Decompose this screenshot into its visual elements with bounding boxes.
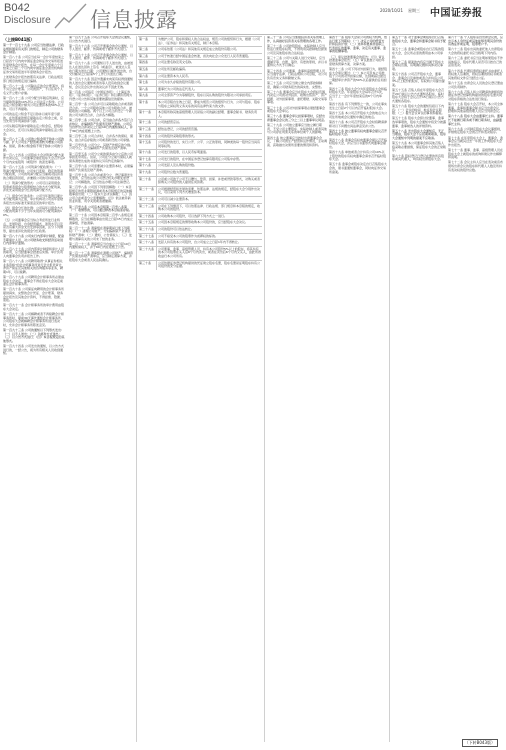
article-paragraph: 第一百九十九条 因意外遗漏未向某有权得到通知的人送出会议通知或者该等人没有收到会议通知，会议及会议作出的决议并不因此无效。 (69, 77, 133, 89)
article-paragraph: 第四十一条 股东大会是公司的权力机构，依法行使下列职权：（一）决定公司的经营方针和投资计划；（二）选举和更换非由职工代表担任的董事、监事，决定有关董事、监事的报酬事项。 (329, 36, 387, 54)
page-code: B042 (4, 2, 30, 14)
article-number-cell: 第十七条 (138, 156, 157, 163)
article-paragraph: 第六十一条 个人股东亲自出席会议的，应出示本人身份证或其他能够表明其身份的有效证件或证明、股票账户卡。 (448, 36, 503, 47)
article-paragraph: 公司的法定公积金不足以弥补以前年度亏损的，在依照前款规定提取法定公积金之前，应当先用当年利润弥补亏损。 (3, 112, 64, 124)
article-text-cell: 公司住所及邮政编码。 (157, 66, 263, 73)
article-paragraph: 第一百九十七条 公司召开监事会的会议通知，以专人送出、邮件、传真或电子邮件方式进行。 (69, 52, 133, 61)
article-paragraph: 第一百九十六条 公司召开董事会的会议通知，以专人送出、邮件、传真或电子邮件方式进行。 (69, 43, 133, 52)
article-number-cell: 第七条 (138, 80, 157, 87)
article-paragraph: 第六十七条 股东大会召开时，本公司全体董事、监事和董事会秘书应当出席会议，经理和其他高级管理人员应当列席会议。 (448, 102, 503, 114)
article-number-cell: 第二十一条 (138, 186, 157, 196)
table-row (138, 156, 262, 163)
article-text-cell: 公司的股份可以依法转让。 (157, 227, 263, 234)
article-number-cell: 第八条 (138, 86, 157, 93)
table-row (138, 53, 262, 60)
article-paragraph: 第三十四条 公司董事、监事和高级管理人员应当遵守法律、行政法规和公司章程，对公司负有忠实义务和勤勉义务。 (267, 68, 327, 80)
article-paragraph: 第二百一十二条 清算组应当自成立之日起10日内通知债权人，并于60日内在报纸上公告。 (69, 241, 131, 250)
article-number-cell: 第二十九条 (138, 246, 157, 260)
header-rule (3, 34, 503, 35)
article-paragraph: 第二百零五条 公司分立前的债务由分立后的公司承担连带责任。但是，公司在分立前与债权人就债务清偿达成的书面协议另有约定的除外。 (69, 151, 133, 163)
article-paragraph: 第一百八十五条 公司利润分配政策为：（一）利润分配的原则：公司实行连续、稳定的利润分配政策，公司的利润分配应当重视对投资者的合理投资回报，并兼顾公司的可持续发展。 (3, 165, 64, 180)
article-number-cell: 第十一条 (138, 110, 157, 120)
table-row (138, 37, 262, 47)
table-row (138, 120, 262, 127)
table-row (138, 133, 262, 140)
article-paragraph: 第一百九十一条 会计师事务所的审计费用由股东大会决定。 (3, 303, 64, 311)
article-text-cell: 公司发起人及认购的股份数。 (157, 163, 263, 170)
article-paragraph: 第二百零八条 公司因下列原因解散：（一）本章程规定的营业期限届满或者本章程规定的其他解散事由出现；（二）股东大会决议解散；（三）因公司合并或者分立需要解散；（四）依法被吊销营业执照、责令关闭或者被撤销。 (69, 185, 133, 204)
article-text-cell: 为维护公司、股东和债权人的合法权益，规范公司的组织和行为，根据《公司法》、《证券法》和其他有关规定，制订本章程。 (157, 37, 263, 47)
article-paragraph: 第四十二条 公司下列对外担保行为，须经股东大会审议通过：（一）本公司及本公司控股子公司的对外担保总额，达到或超过最近一期经审计净资产的50%以后提供的任何担保。 (329, 66, 387, 86)
article-number-cell: 第二十条 (138, 176, 157, 186)
article-text-cell: 公司不接受本公司的股票作为质押权的标的。 (157, 233, 263, 240)
article-paragraph: 第二百零三条 公司合并时，合并各方的债权、债务，由合并后存续的公司或者新设的公司承继。 (69, 134, 133, 142)
article-body (3, 36, 503, 742)
article-paragraph: 第四十八条 监事会有权向董事会提议召开临时股东大会，并应当以书面形式向董事会提出。 (329, 137, 387, 149)
article-paragraph: 第三十七条 公司对外担保事项必须经董事会或股东大会审议。 (267, 105, 325, 114)
article-paragraph: 第一百八十一条 公司除法定的会计账簿外，将不另立会计账簿。公司的资产，不以任何个人名义开立账户存储。 (3, 83, 64, 95)
article-paragraph: 第四十条 独立董事应当按时出席董事会会议，了解公司的生产经营和运作情况，主动调查、获取做出决策所需要的情况和资料。 (267, 135, 327, 147)
article-paragraph: 第一百九十三条 公司的通知以下列形式发出：（一）以专人送出；（二）以邮件方式送出；（三）以公告方式进行；（四）本章程规定的其他形式。 (3, 328, 65, 343)
article-text-cell: 本公司章程自生效之日起，即成为规范公司的组织与行为、公司与股东、股东与股东之间权利义务关系的具有法律约束力的文件。 (157, 99, 263, 109)
table-row (138, 93, 262, 100)
article-paragraph: 第一百八十条 公司应当在每一会计年度结束之日起四个月内向中国证监会和证券交易所报送年度财务会计报告，在每一会计年度前六个月结束之日起二个月内向中国证监会派出机构和证券交易所报送半年度财务会计报告。 (3, 55, 64, 74)
article-paragraph: 第三十八条 董事会审议担保事项时，应经出席董事会会议的三分之二以上董事审议同意。 (267, 114, 327, 123)
article-number-cell: 第三条 (138, 53, 157, 60)
column-heading: （上接B041版） (3, 37, 35, 42)
article-paragraph: 第六十九条 公司制定股东大会议事规则，详细规定股东大会的召开和表决程序。 (448, 126, 503, 135)
article-paragraph: （三）现金分红的条件：公司当年盈利且累计未分配利润为正值，审计机构对公司该年度财务报告出具标准无保留意见的审计报告。 (3, 193, 64, 205)
article-number-cell: 第六条 (138, 73, 157, 80)
article-text-cell: 公司依据证券登记机构提供的凭证建立股东名册，股东名册是证明股东持有公司股份的充分证据。 (158, 260, 261, 269)
table-row (138, 66, 262, 73)
article-number-cell: 第二十七条 (138, 233, 157, 240)
article-paragraph: 第一百八十四条 公司股东大会对利润分配方案作出决议后，公司董事会须在股东大会召开后2个月内完成股利（或股份）的派发事项。 (3, 152, 65, 164)
text-column-2 (69, 36, 133, 742)
article-number-cell: 第二十八条 (138, 240, 157, 247)
article-number-cell: 第十三条 (138, 126, 157, 133)
text-column-5 (392, 36, 446, 742)
article-paragraph: 第一百九十四条 公司发出的通知，以公告方式进行的，一经公告，视为所有相关人员收到通知。 (3, 344, 64, 356)
article-number-cell: 第十八条 (138, 163, 157, 170)
article-text-cell: 本章程所称其他高级管理人员是指公司的副总经理、董事会秘书、财务负责人。 (157, 110, 263, 120)
article-paragraph: 第三十三条 公司与关联人进行交易时，应当遵循平等、自愿、等价、有偿的原则，并以书面协议方式予以确定。 (267, 56, 327, 68)
article-paragraph: 第五十四条 公司召开股东大会，董事会、监事会以及单独或者合并持有公司3%以上股份的股东，有权向公司提出提案。 (392, 72, 445, 87)
table-row (138, 197, 262, 204)
article-paragraph: 第一百八十八条 公司聘用取得“从事证券相关业务资格”的会计师事务所进行会计报表审计、净资产验证及其他相关的咨询服务等业务，聘期1年，可以续聘。 (3, 258, 65, 274)
article-paragraph: 第七十条 在年度股东大会上，董事会、监事会应当就其过去一年的工作向股东大会作出报告。 (448, 135, 503, 147)
table-row (138, 176, 262, 186)
table-row (138, 73, 262, 80)
article-text-cell: 公司股份总数为普通股。 (157, 170, 263, 177)
articles-table (138, 36, 262, 742)
article-text-cell: 公司于核准日经中国证监会核准，首次向社会公众发行人民币普通股。 (157, 53, 263, 60)
column-divider (136, 36, 137, 742)
article-paragraph: 第一百九十条 公司保证向聘用的会计师事务所提供真实、完整的会计凭证、会计账簿、财务会计报告及其他会计资料，不得拒绝、隐匿、谎报。 (3, 287, 64, 303)
table-row (138, 140, 262, 150)
article-paragraph: 第一百九十二条 公司解聘或者不再续聘会计师事务所时，提前30天事先通知会计师事务所，公司股东大会就解聘会计师事务所进行表决时，允许会计师事务所陈述意见。 (3, 312, 64, 327)
article-text-cell: 董事长为公司的法定代表人。 (157, 86, 263, 93)
article-text-cell: 公司注册名称及英文名称。 (157, 60, 263, 67)
text-column-3 (267, 36, 327, 742)
article-number-cell: 第二条 (138, 47, 157, 54)
article-paragraph: 第五十六条 股东大会的通知包括以下内容：（一）会议的时间、地点和会议期限；（二）提交会议审议的事项和提案。 (392, 104, 445, 116)
article-paragraph: 第六十四条 代理投票授权委托书由委托人授权他人签署的，授权签署的授权书或者其他授权文件应当经过公证。 (448, 68, 503, 80)
article-paragraph: 第二百零二条 公司合并，应当由合并各方签订合并协议，并编制资产负债表及财产清单。公司应当自作出合并决议之日起10日内通知债权人，并于30日内在报纸上公告。 (69, 118, 133, 133)
article-paragraph: 第二百一十一条 清算组在清算期间行使下列职权：（一）清理公司财产，分别编制资产负债表和财产清单；（二）通知、公告债权人；（三）处理与清算有关的公司未了结的业务。 (69, 225, 133, 241)
text-column-6 (448, 36, 503, 742)
article-number-cell: 第九条 (138, 93, 157, 100)
issue-date: 2020/10/21 (380, 8, 404, 13)
article-paragraph: 第一百九十五条 公司召开股东大会的会议通知，以公告方式进行。 (69, 36, 133, 43)
article-paragraph: 第二百一十三条 清算组在清理公司财产、编制资产负债表和财产清单后，应当制定清算方案，并报股东大会或者人民法院确认。 (69, 250, 133, 262)
article-text-cell: 公司收购本公司股份，可以选择下列方式之一进行。 (157, 213, 263, 220)
newspaper-masthead: 中国证券报 (430, 8, 483, 19)
article-paragraph: 第四十七条 独立董事有权向董事会提议召开临时股东大会。 (329, 128, 387, 137)
article-number-cell: 第一条 (138, 37, 157, 47)
section-name-cn: 信息披露 (90, 8, 178, 32)
article-paragraph: 第二百零六条 公司需要减少注册资本时，必须编制资产负债表及财产清单。 (69, 163, 133, 172)
article-number-cell: 第二十四条 (138, 213, 157, 220)
article-text-cell: 公司在下列情况下，可以依照法律、行政法规、部门规章和本章程的规定，收购本公司的股份。 (157, 203, 263, 213)
article-paragraph: （二）利润分配的形式：公司可以采用现金、股票或者现金与股票相结合的方式分配利润，并优先采用现金分红的利润分配方式。 (3, 181, 64, 193)
continued-note: （下转B043版） (462, 739, 498, 747)
article-paragraph: 第一百八十九条 公司聘用会计师事务所必须由股东大会决定，董事会不得在股东大会决定前委任会计师事务所。 (3, 274, 64, 287)
article-paragraph: 第七十一条 董事、监事、高级管理人员在股东大会上就股东的质询和建议作出解释和说明。 (448, 147, 503, 160)
table-row (138, 233, 262, 240)
article-paragraph: 第二百零一条 公司合并可以采取吸收合并或者新设合并。一个公司吸收其他公司为吸收合并，被吸收的公司解散。两个以上公司合并设立一个新的公司为新设合并，合并各方解散。 (69, 102, 133, 117)
article-paragraph: 第五十八条 发出股东大会通知后，无正当理由，股东大会不应延期或取消，股东大会通知中列明的提案不应取消。 (392, 128, 446, 140)
article-number-cell: 第三十条 (138, 260, 157, 270)
article-paragraph: 第四十五条 本公司召开股东大会的地点为公司住所地或会议通知中确定的地点。 (329, 111, 387, 119)
table-row (138, 246, 262, 260)
article-paragraph: 第五十五条 召集人将在年度股东大会召开20日前以公告方式通知各股东，临时股东大会将于会议召开15日前以公告方式通知各股东。 (392, 88, 444, 103)
article-paragraph: 第六十条 股权登记日登记在册的所有股东或其代理人，均有权出席股东大会。 (392, 153, 444, 162)
article-paragraph: 第六十三条 委托书应当注明如果股东不作具体指示，股东代理人是否可以按自己的意思表决。 (448, 56, 503, 68)
article-paragraph: 第一百九十八条 公司通知以专人送出的，由被送达人在送达回执上签名（或盖章），被送达人签收日期为送达日期；公司通知以邮件送出的，自交付邮局之日起第5个工作日为送达日期。 (69, 61, 133, 77)
article-paragraph: 第四十九条 单独或者合计持有公司10%以上股份的股东有权向董事会请求召开临时股东大会。 (329, 149, 387, 162)
article-paragraph: 第四十四条 有下列情形之一的，公司在事实发生之日起2个月以内召开临时股东大会。 (329, 102, 387, 111)
table-row (138, 240, 262, 247)
article-number-cell: 第十二条 (138, 120, 157, 127)
article-text-cell: 公司发行的股份，在中国证券登记结算有限责任公司集中存管。 (157, 156, 263, 163)
article-paragraph: 第三十九条 公司独立董事应当独立履行职责，不受公司主要股东、实际控制人或者其他与公司存在利害关系的单位或个人的影响。 (267, 123, 327, 135)
column-divider (264, 36, 265, 742)
article-text-cell: 公司或公司的子公司不以赠与、垫资、担保、补偿或贷款等形式，对购买或者拟购买公司股份的人提供任何资助。 (157, 176, 263, 186)
article-paragraph: 第四十六条 本公司召开股东大会时将聘请律师对以下问题出具法律意见并公告。 (329, 120, 387, 128)
table-row (138, 163, 262, 170)
article-paragraph: 第一百八十七条 公司内部审计制度和审计人员的职责，应当经董事会批准后实施。审计负责人向董事会负责并报告工作。 (3, 246, 64, 258)
article-text-cell: 公司为永久存续的股份有限公司。 (157, 80, 263, 87)
article-paragraph: 第一百八十三条 公司的公积金用于弥补公司的亏损、扩大公司生产经营或者转为增加公司资本。但是，资本公积金将不用于弥补公司的亏损。 (3, 136, 64, 152)
article-paragraph: 第一百八十六条 公司实行内部审计制度，配备专职审计人员，对公司财务收支和经济活动进行内部审计监督。 (3, 234, 64, 246)
article-paragraph: 第一千一百七十九条 公司应当依据法律、行政法规和国家有关部门的规定，制定公司的财务会计制度。 (3, 43, 64, 55)
article-paragraph: 第一百八十二条 公司分配当年税后利润时，应当提取利润的10%列入公司法定公积金。公司法定公积金累计额为公司注册资本的50%以上的，可以不再提取。 (3, 96, 64, 111)
issue-weekday: 星期三 (408, 8, 420, 13)
table-row (138, 126, 262, 133)
table-row (138, 110, 262, 120)
article-text-cell: 公司可以减少注册资本。 (157, 197, 263, 204)
table-row (138, 86, 262, 93)
article-paragraph: （五）公司董事会应当综合考虑所处行业特点、发展阶段、自身经营模式、盈利水平以及是否有重大资金支出安排等因素，区分下列情形，提出差异化的现金分红政策。 (3, 218, 64, 234)
article-paragraph: 第二百一十条 公司因本章程第二百零八条规定而解散的，应当在解散事由出现之日起15日内成立清算组，开始清算。 (69, 213, 133, 225)
article-paragraph: 第三十五条 公司应当建立健全内部控制制度，确保公司财务报告的真实性、完整性。 (267, 80, 325, 89)
article-text-cell: 公司发行的股票，以人民币标明面值。 (157, 150, 263, 157)
text-column-4 (329, 36, 387, 742)
article-paragraph: 第六十二条 股东出具的委托他人出席股东大会的授权委托书应当载明下列内容。 (448, 47, 503, 55)
article-text-cell: 公司的经营宗旨。 (157, 120, 263, 127)
article-number-cell: 第五条 (138, 66, 157, 73)
article-text-cell: 公司股份的发行，实行公开、公平、公正的原则，同种类的每一股份应当具有同等权利。 (157, 140, 263, 150)
article-paragraph: 第五十一条 对于监事会或股东自行召集的股东大会，董事会和董事会秘书将予配合。 (392, 36, 446, 47)
article-text-cell: 公司注册资本为人民币。 (157, 73, 263, 80)
article-paragraph: （四）现金分红的比例：公司每年以现金方式分配的利润不少于当年实现的可分配利润的10%。 (3, 205, 64, 218)
article-paragraph: 第六十五条 出席会议人员的会议登记册由公司负责制作。 (448, 80, 503, 89)
table-row (138, 170, 262, 177)
article-paragraph: 第五十条 监事会或股东决定自行召集股东大会的，须书面通知董事会，同时向证券交易所备案。 (329, 162, 387, 174)
article-paragraph: 第五十九条 本公司董事会和其他召集人将采取必要措施，保证股东大会的正常秩序。 (392, 141, 446, 153)
table-row (138, 220, 262, 227)
article-text-cell: 公司根据经营和发展的需要，依照法律、法规的规定，经股东大会分别作出决议，可以采用下列方式增加资本。 (157, 186, 263, 196)
article-number-cell: 第十四条 (138, 133, 157, 140)
article-paragraph: 第三十二条 公司控股股东、实际控制人应当依法行使股东权利，不得利用其控制地位损害公司及其他股东的合法权益。 (267, 43, 327, 55)
table-row (138, 150, 262, 157)
article-paragraph: 上述财务会计报告按照有关法律、行政法规及部门规章的规定进行编制。 (3, 74, 64, 83)
article-number-cell: 第十九条 (138, 170, 157, 177)
article-paragraph: 第五十三条 提案的内容应当属于股东大会职权范围，有明确议题和具体决议事项。 (392, 59, 444, 71)
article-paragraph: 第三十一条 公司应当加强投资者关系管理工作，认真做好投资者关系管理的各项工作。 (267, 36, 325, 43)
article-paragraph: 第二百零七条 公司合并或者分立，登记事项发生变更的，应当依法向公司登记机关办理变更登记；公司解散的，应当依法办理公司注销登记。 (69, 172, 133, 184)
article-paragraph: 第六十八条 股东大会由董事长主持。董事长不能履行职务或不履行职务时，由副董事长主持。 (448, 114, 503, 126)
article-paragraph: 第六十六条 召集人和公司聘请的律师将依据证券登记结算机构提供的股东名册共同对股东资格的合法性进行验证。 (448, 89, 503, 101)
article-paragraph: 第五十二条 监事会或股东自行召集的股东大会，会议所必需的费用由本公司承担。 (392, 47, 444, 59)
section-name-en: Disclosure (4, 15, 51, 26)
table-row (138, 260, 262, 270)
article-text-cell: 公司的股份采取股票的形式。 (157, 133, 263, 140)
article-text-cell: 公司系依照《公司法》和其他有关规定成立的股份有限公司。 (157, 47, 263, 54)
table-row (138, 80, 262, 87)
article-number-cell: 第二十二条 (138, 197, 157, 204)
text-column-1 (3, 36, 65, 742)
article-text-cell: 公司因本章程规定的情形收购本公司股份的，应当经股东大会决议。 (157, 220, 263, 227)
table-row (138, 99, 262, 109)
article-text-cell: 经依法登记，公司的经营范围。 (157, 126, 263, 133)
comparison-table (138, 36, 262, 270)
article-number-cell: 第二十五条 (138, 220, 157, 227)
table-row (138, 47, 262, 54)
table-row (138, 203, 262, 213)
article-paragraph: 公司从税后利润中提取法定公积金后，经股东大会决议，还可以从税后利润中提取任意公积金。 (3, 124, 64, 136)
article-paragraph: 第三十六条 董事会应当在股东大会授权范围内决定公司的对外投资、收购出售资产、资产抵押、对外担保事项、委托理财、关联交易等事项。 (267, 89, 327, 105)
article-number-cell: 第十五条 (138, 140, 157, 150)
column-divider (389, 36, 390, 742)
article-number-cell: 第十六条 (138, 150, 157, 157)
table-row (138, 213, 262, 220)
article-paragraph: 第二百零九条 公司有本章程第二百零八条第（一）项情形的，可以通过修改本章程而存续。 (69, 204, 133, 213)
swoosh-icon (54, 2, 88, 30)
article-number-cell: 第二十六条 (138, 227, 157, 234)
table-row (138, 186, 262, 196)
article-number-cell: 第四条 (138, 60, 157, 67)
article-paragraph: 第二百条 公司指定《中国证券报》、《上海证券报》、《证券时报》、《证券日报》和巨潮资讯网为刊登公司公告和其他需要披露信息的媒体。 (69, 89, 133, 101)
article-paragraph: 第四十三条 股东大会分为年度股东大会和临时股东大会。年度股东大会每年召开1次，应当于上一会计年度结束后的6个月内举行。 (329, 86, 387, 102)
article-number-cell: 第十条 (138, 99, 157, 109)
article-paragraph: 第七十二条 会议主持人应当在表决前宣布现场出席会议的股东和代理人人数及所持有表决权的股份总数。 (448, 160, 503, 172)
article-paragraph: 第二百零四条 公司分立，其财产作相应的分割。公司分立，应当编制资产负债表及财产清单。 (69, 142, 133, 151)
article-paragraph: 第五十七条 股东大会拟讨论董事、监事选举事项的，股东大会通知中将充分披露董事、监事候选人的详细资料。 (392, 116, 446, 128)
article-paragraph: （三）审议批准董事会的报告；（四）审议批准监事会报告；（五）审议批准公司的年度财务预算方案、决算方案。 (329, 54, 385, 66)
article-text-cell: 公司董事、监事、高级管理人员、持有本公司股份5%以上的股东，将其持有的本公司股票在买入后6个月内卖出，或者在卖出后6个月内又买入，由此所得收益归本公司所有。 (157, 246, 263, 260)
table-row (138, 227, 262, 234)
table-row (138, 60, 262, 67)
article-text-cell: 公司全部资产分为等额股份，股东以其认购的股份为限对公司承担责任。 (157, 93, 263, 100)
article-text-cell: 发起人持有的本公司股份，自公司成立之日起1年内不得转让。 (157, 240, 263, 247)
page-header (0, 0, 506, 34)
article-number-cell: 第二十三条 (138, 203, 157, 213)
